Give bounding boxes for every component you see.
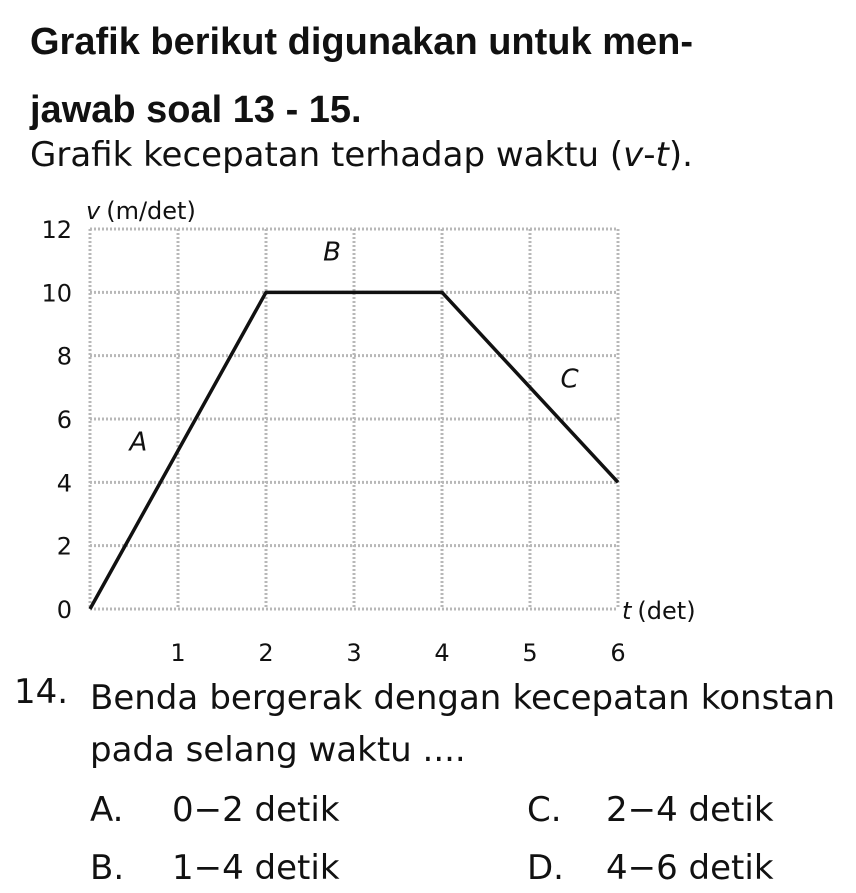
question-text: Benda bergerak dengan kecepatan konstan pada selang waktu .... [90,678,835,770]
segment-label-a: A [129,427,148,458]
x-tick-label: 2 [258,639,274,665]
y-axis-label [86,197,196,225]
option-d-letter: D. [527,848,564,888]
velocity-time-graph [0,185,856,665]
option-c-letter: C. [527,790,562,830]
grid [90,229,618,609]
graph-title-dash: - [643,135,656,175]
y-axis-var: v [86,197,101,225]
y-tick-label: 6 [56,406,72,434]
y-tick-label: 2 [56,532,72,561]
option-b-text: 1−4 detik [172,848,340,888]
graph-title-t: t [655,135,669,175]
option-a-letter: A. [90,790,124,830]
heading-line-2: jawab soal 13 - 15. [30,89,362,131]
y-tick-label: 8 [56,342,72,371]
option-b-letter: B. [90,848,125,888]
x-tick-label: 3 [346,639,362,665]
x-tick-label: 1 [170,639,186,665]
y-axis-unit: (m/det) [106,197,196,225]
x-tick-label: 4 [434,639,450,665]
graph-title-prefix: Grafik kecepatan terhadap waktu ( [30,135,624,175]
x-axis-unit: (det) [637,597,696,625]
x-axis-label [622,597,696,625]
graph-title-v: v [623,135,644,175]
option-a-text: 0−2 detik [172,790,340,830]
x-tick-label: 5 [522,639,538,665]
graph-title [30,130,693,180]
y-tick-label: 4 [56,469,72,498]
segment-label-b: B [323,237,341,268]
question-number: 14. [14,672,69,712]
option-c-text: 2−4 detik [606,790,774,830]
x-axis-var: t [622,597,632,625]
y-tick-label: 10 [41,279,72,308]
segment-label-c: C [560,364,579,395]
x-tick-label: 6 [610,639,626,665]
y-tick-label: 0 [56,596,72,624]
heading-line-1: Grafik berikut digunakan untuk men- [30,21,693,63]
y-tick-label: 12 [41,216,72,244]
option-d-text: 4−6 detik [606,848,774,888]
heading [30,8,840,144]
graph-title-suffix: ). [668,135,693,175]
